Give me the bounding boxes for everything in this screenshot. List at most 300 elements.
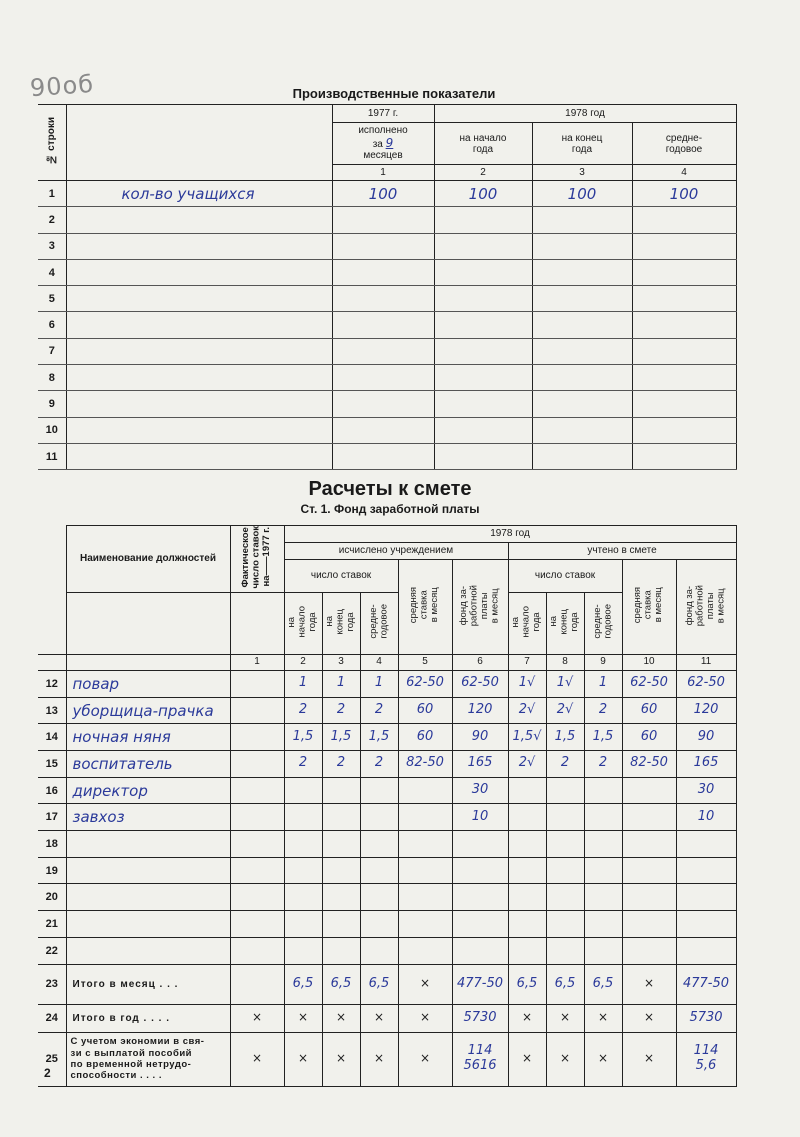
col-number: 3 <box>532 165 632 181</box>
salary-cell: × <box>360 1032 398 1086</box>
salary-cell: 30 <box>452 777 508 804</box>
salary-cell: × <box>622 1032 676 1086</box>
salary-cell: 30 <box>676 777 736 804</box>
salary-cell: 2 <box>584 697 622 724</box>
salary-cell <box>584 911 622 938</box>
salary-cell <box>584 777 622 804</box>
salary-cell <box>398 804 452 831</box>
salary-cell <box>676 884 736 911</box>
indicator-name <box>66 312 332 338</box>
indicator-value <box>434 312 532 338</box>
indicator-name <box>66 286 332 312</box>
end-of-year-header: на конец года <box>532 123 632 165</box>
indicator-value <box>632 207 736 233</box>
salary-cell <box>676 831 736 858</box>
salary-cell <box>546 911 584 938</box>
salary-cell <box>622 777 676 804</box>
salary-cell <box>230 670 284 697</box>
avg-header: средне- годовое <box>584 592 622 654</box>
salary-row <box>38 777 736 804</box>
row-number: 4 <box>38 259 66 285</box>
indicator-value <box>434 365 532 391</box>
salary-cell <box>508 884 546 911</box>
salary-cell <box>230 777 284 804</box>
position-name: Итого в год . . . . <box>66 1004 230 1032</box>
salary-cell <box>398 911 452 938</box>
salary-row <box>38 1004 736 1032</box>
salary-cell: 120 <box>676 697 736 724</box>
start-of-year-header: на начало года <box>434 123 532 165</box>
salary-cell <box>676 857 736 884</box>
salary-cell: × <box>584 1032 622 1086</box>
indicator-value <box>434 443 532 469</box>
salary-cell <box>622 911 676 938</box>
accounted-in-estimate-header: учтено в смете <box>508 543 736 560</box>
salary-cell <box>230 724 284 751</box>
avg-header: средне- годовое <box>360 592 398 654</box>
salary-row <box>38 751 736 778</box>
salary-cell <box>584 831 622 858</box>
salary-cell <box>360 937 398 964</box>
production-row <box>38 181 736 207</box>
position-name <box>66 937 230 964</box>
salary-cell <box>398 937 452 964</box>
row-number: 17 <box>38 804 66 831</box>
indicator-name <box>66 391 332 417</box>
salary-fund-table <box>38 525 737 1087</box>
row-number-header: № строки <box>38 105 66 181</box>
fund-header: фонд за- работной платы в месяц <box>452 560 508 655</box>
salary-cell: 62-50 <box>622 670 676 697</box>
indicator-value <box>434 259 532 285</box>
indicator-value <box>632 312 736 338</box>
spacer <box>38 654 66 670</box>
indicator-value <box>532 286 632 312</box>
salary-cell <box>284 937 322 964</box>
indicator-value <box>332 338 434 364</box>
salary-cell: 2√ <box>508 751 546 778</box>
salary-cell: × <box>322 1032 360 1086</box>
salary-cell: 1,5 <box>584 724 622 751</box>
indicator-value: 100 <box>434 181 532 207</box>
indicator-value <box>632 443 736 469</box>
salary-cell <box>508 804 546 831</box>
row-number: 10 <box>38 417 66 443</box>
salary-cell <box>230 884 284 911</box>
salary-cell <box>508 831 546 858</box>
salary-cell <box>230 697 284 724</box>
page-number: 2 <box>44 1066 51 1080</box>
salary-cell <box>398 857 452 884</box>
col-number: 3 <box>322 654 360 670</box>
salary-cell <box>284 831 322 858</box>
col-number: 1 <box>332 165 434 181</box>
salary-cell: 2 <box>360 751 398 778</box>
salary-cell: 60 <box>398 697 452 724</box>
salary-cell <box>230 804 284 831</box>
salary-cell: × <box>230 1004 284 1032</box>
spacer <box>66 592 230 654</box>
salary-cell <box>452 857 508 884</box>
indicator-value <box>532 338 632 364</box>
indicator-value <box>632 365 736 391</box>
fund-header: фонд за- работной платы в месяц <box>676 560 736 655</box>
salary-cell: × <box>398 964 452 1004</box>
position-name: повар <box>66 670 230 697</box>
col-number: 1 <box>230 654 284 670</box>
salary-row <box>38 964 736 1004</box>
estimates-subtitle: Ст. 1. Фонд заработной платы <box>300 502 480 516</box>
salary-row <box>38 1032 736 1086</box>
salary-cell: 62-50 <box>452 670 508 697</box>
salary-cell <box>622 831 676 858</box>
average-header: средне- годовое <box>632 123 736 165</box>
indicator-value <box>332 207 434 233</box>
salary-cell: 90 <box>452 724 508 751</box>
salary-cell <box>360 884 398 911</box>
salary-cell <box>546 777 584 804</box>
salary-cell: 60 <box>622 724 676 751</box>
col-number: 11 <box>676 654 736 670</box>
indicator-value <box>332 391 434 417</box>
row-number: 2 <box>38 207 66 233</box>
production-title: Производственные показатели <box>292 86 496 101</box>
salary-cell <box>546 937 584 964</box>
salary-cell: 6,5 <box>584 964 622 1004</box>
salary-cell: 1 <box>284 670 322 697</box>
row-number-header <box>38 526 66 655</box>
salary-cell <box>230 911 284 938</box>
salary-cell <box>452 884 508 911</box>
salary-cell: 62-50 <box>676 670 736 697</box>
indicator-value <box>434 338 532 364</box>
position-name: директор <box>66 777 230 804</box>
indicator-value: 100 <box>332 181 434 207</box>
salary-cell: × <box>230 1032 284 1086</box>
header-1977: 1977 г. <box>332 105 434 123</box>
salary-cell: 82-50 <box>622 751 676 778</box>
corner-archive-note: 90об <box>29 69 95 103</box>
header-1978: 1978 год <box>434 105 736 123</box>
salary-cell: 10 <box>452 804 508 831</box>
production-row <box>38 365 736 391</box>
row-number: 12 <box>38 670 66 697</box>
indicator-value <box>532 443 632 469</box>
indicator-value <box>332 417 434 443</box>
salary-cell: 120 <box>452 697 508 724</box>
salary-cell: 1 <box>584 670 622 697</box>
row-number: 14 <box>38 724 66 751</box>
salary-row <box>38 911 736 938</box>
salary-cell <box>360 857 398 884</box>
position-name: Итого в месяц . . . <box>66 964 230 1004</box>
salary-cell <box>322 911 360 938</box>
salary-cell <box>398 831 452 858</box>
position-name: завхоз <box>66 804 230 831</box>
indicator-value <box>434 391 532 417</box>
col-number: 6 <box>452 654 508 670</box>
avg-rate-header: средняя ставка в месяц <box>622 560 676 655</box>
indicator-value <box>632 286 736 312</box>
calc-by-institution-header: исчислено учреждением <box>284 543 508 560</box>
salary-cell <box>546 804 584 831</box>
indicator-value <box>532 207 632 233</box>
salary-cell: 2 <box>284 697 322 724</box>
production-row <box>38 417 736 443</box>
salary-row <box>38 724 736 751</box>
row-number: 7 <box>38 338 66 364</box>
indicator-name <box>66 207 332 233</box>
position-name <box>66 831 230 858</box>
row-number: 11 <box>38 443 66 469</box>
col-number: 9 <box>584 654 622 670</box>
row-number: 23 <box>38 964 66 1004</box>
salary-cell <box>284 804 322 831</box>
indicator-value <box>332 233 434 259</box>
col-number: 2 <box>434 165 532 181</box>
row-number: 20 <box>38 884 66 911</box>
salary-cell <box>230 751 284 778</box>
salary-row <box>38 857 736 884</box>
salary-cell: × <box>398 1032 452 1086</box>
production-row <box>38 391 736 417</box>
col-number: 7 <box>508 654 546 670</box>
salary-cell: 1,5 <box>360 724 398 751</box>
position-name <box>66 884 230 911</box>
indicator-value <box>332 443 434 469</box>
salary-cell <box>322 804 360 831</box>
salary-cell: 1,5√ <box>508 724 546 751</box>
salary-cell: × <box>508 1004 546 1032</box>
position-name <box>66 857 230 884</box>
salary-cell <box>546 884 584 911</box>
col-number: 5 <box>398 654 452 670</box>
salary-cell: 1,5 <box>284 724 322 751</box>
salary-cell <box>360 777 398 804</box>
salary-cell <box>546 831 584 858</box>
production-table <box>38 104 737 470</box>
salary-cell <box>230 964 284 1004</box>
col-number: 2 <box>284 654 322 670</box>
production-row <box>38 207 736 233</box>
spacer <box>66 654 230 670</box>
indicator-value <box>332 365 434 391</box>
production-row <box>38 338 736 364</box>
indicator-name-header <box>66 105 332 181</box>
position-name <box>66 911 230 938</box>
salary-row <box>38 697 736 724</box>
row-number: 6 <box>38 312 66 338</box>
header-1978: 1978 год <box>284 526 736 543</box>
production-row <box>38 443 736 469</box>
salary-cell <box>398 777 452 804</box>
indicator-value <box>434 417 532 443</box>
salary-cell: 6,5 <box>284 964 322 1004</box>
salary-cell: × <box>622 1004 676 1032</box>
salary-cell <box>622 804 676 831</box>
indicator-value <box>532 312 632 338</box>
salary-cell: 1 <box>322 670 360 697</box>
row-number: 8 <box>38 365 66 391</box>
position-name-header: Наименование должностей <box>66 526 230 593</box>
indicator-value <box>632 338 736 364</box>
indicator-name: кол-во учащихся <box>66 181 332 207</box>
production-row <box>38 259 736 285</box>
indicator-name <box>66 259 332 285</box>
salary-cell <box>452 911 508 938</box>
salary-cell: 10 <box>676 804 736 831</box>
row-number: 21 <box>38 911 66 938</box>
salary-cell: 2 <box>584 751 622 778</box>
indicator-value <box>434 207 532 233</box>
production-row <box>38 286 736 312</box>
salary-cell: × <box>398 1004 452 1032</box>
salary-cell: 6,5 <box>360 964 398 1004</box>
salary-cell: × <box>584 1004 622 1032</box>
salary-cell: 2 <box>360 697 398 724</box>
salary-cell: × <box>284 1004 322 1032</box>
salary-cell: 165 <box>676 751 736 778</box>
position-name: воспитатель <box>66 751 230 778</box>
salary-cell: 2 <box>284 751 322 778</box>
salary-cell <box>322 777 360 804</box>
row-number: 13 <box>38 697 66 724</box>
row-number: 1 <box>38 181 66 207</box>
salary-cell <box>508 777 546 804</box>
col-number: 10 <box>622 654 676 670</box>
actual-rates-header: Фактическое число ставок на——1977 г. <box>230 526 284 593</box>
salary-cell <box>230 937 284 964</box>
indicator-value <box>632 259 736 285</box>
indicator-value <box>632 233 736 259</box>
indicator-value <box>434 286 532 312</box>
row-number: 19 <box>38 857 66 884</box>
position-name: уборщица-прачка <box>66 697 230 724</box>
salary-cell: 2√ <box>508 697 546 724</box>
salary-cell: × <box>622 964 676 1004</box>
executed-months-handwritten: 9 <box>385 135 394 150</box>
indicator-name <box>66 417 332 443</box>
salary-cell: 477-50 <box>676 964 736 1004</box>
indicator-value <box>532 365 632 391</box>
salary-cell <box>230 857 284 884</box>
salary-cell: × <box>284 1032 322 1086</box>
salary-cell <box>508 857 546 884</box>
indicator-value <box>532 233 632 259</box>
salary-row <box>38 670 736 697</box>
row-number: 22 <box>38 937 66 964</box>
estimates-title: Расчеты к смете <box>308 478 472 500</box>
salary-cell <box>452 937 508 964</box>
salary-cell <box>360 831 398 858</box>
salary-row <box>38 937 736 964</box>
position-name: С учетом экономии в свя- зи с выплатой пособий по временной нетрудо- способности . . . . <box>66 1032 230 1086</box>
salary-cell <box>508 937 546 964</box>
salary-cell <box>584 884 622 911</box>
salary-cell <box>398 884 452 911</box>
end-header: на конец года <box>322 592 360 654</box>
salary-cell <box>322 884 360 911</box>
salary-cell: 2 <box>322 697 360 724</box>
start-header: на начало года <box>508 592 546 654</box>
salary-cell: 165 <box>452 751 508 778</box>
row-number: 18 <box>38 831 66 858</box>
end-header: на конец года <box>546 592 584 654</box>
salary-cell: 477-50 <box>452 964 508 1004</box>
salary-cell: 60 <box>622 697 676 724</box>
salary-cell: 2 <box>322 751 360 778</box>
salary-cell: 90 <box>676 724 736 751</box>
salary-cell <box>284 911 322 938</box>
production-row <box>38 312 736 338</box>
salary-cell <box>622 937 676 964</box>
start-header: на начало года <box>284 592 322 654</box>
salary-cell <box>584 857 622 884</box>
salary-cell <box>676 911 736 938</box>
indicator-name <box>66 338 332 364</box>
salary-cell <box>584 937 622 964</box>
row-number: 25 <box>38 1032 66 1086</box>
salary-cell: × <box>360 1004 398 1032</box>
row-number: 5 <box>38 286 66 312</box>
salary-cell <box>322 857 360 884</box>
avg-rate-header: средняя ставка в месяц <box>398 560 452 655</box>
salary-cell <box>676 937 736 964</box>
salary-cell <box>360 911 398 938</box>
position-name: ночная няня <box>66 724 230 751</box>
salary-cell: 5730 <box>676 1004 736 1032</box>
salary-cell: 114 5616 <box>452 1032 508 1086</box>
salary-cell: × <box>546 1004 584 1032</box>
salary-cell <box>230 831 284 858</box>
rates-count-header: число ставок <box>284 560 398 593</box>
salary-cell: 6,5 <box>508 964 546 1004</box>
indicator-name <box>66 233 332 259</box>
salary-cell <box>322 937 360 964</box>
indicator-value <box>532 259 632 285</box>
indicator-name <box>66 443 332 469</box>
salary-cell: 82-50 <box>398 751 452 778</box>
salary-row <box>38 804 736 831</box>
indicator-value <box>632 391 736 417</box>
salary-row <box>38 831 736 858</box>
salary-cell: 1√ <box>508 670 546 697</box>
salary-cell <box>360 804 398 831</box>
salary-cell: 6,5 <box>322 964 360 1004</box>
salary-cell <box>508 911 546 938</box>
salary-cell <box>622 884 676 911</box>
salary-cell <box>622 857 676 884</box>
salary-cell: 114 5,6 <box>676 1032 736 1086</box>
production-row <box>38 233 736 259</box>
salary-cell: × <box>322 1004 360 1032</box>
indicator-value <box>332 286 434 312</box>
salary-cell: 5730 <box>452 1004 508 1032</box>
indicator-value <box>532 417 632 443</box>
col-number: 4 <box>360 654 398 670</box>
salary-cell <box>284 777 322 804</box>
salary-cell: 1,5 <box>546 724 584 751</box>
salary-cell: 1 <box>360 670 398 697</box>
salary-row <box>38 884 736 911</box>
salary-cell <box>284 857 322 884</box>
spacer <box>230 592 284 654</box>
executed-header: исполнено за 9 месяцев <box>332 123 434 165</box>
indicator-value: 100 <box>632 181 736 207</box>
salary-cell: × <box>508 1032 546 1086</box>
row-number: 24 <box>38 1004 66 1032</box>
indicator-value <box>332 312 434 338</box>
